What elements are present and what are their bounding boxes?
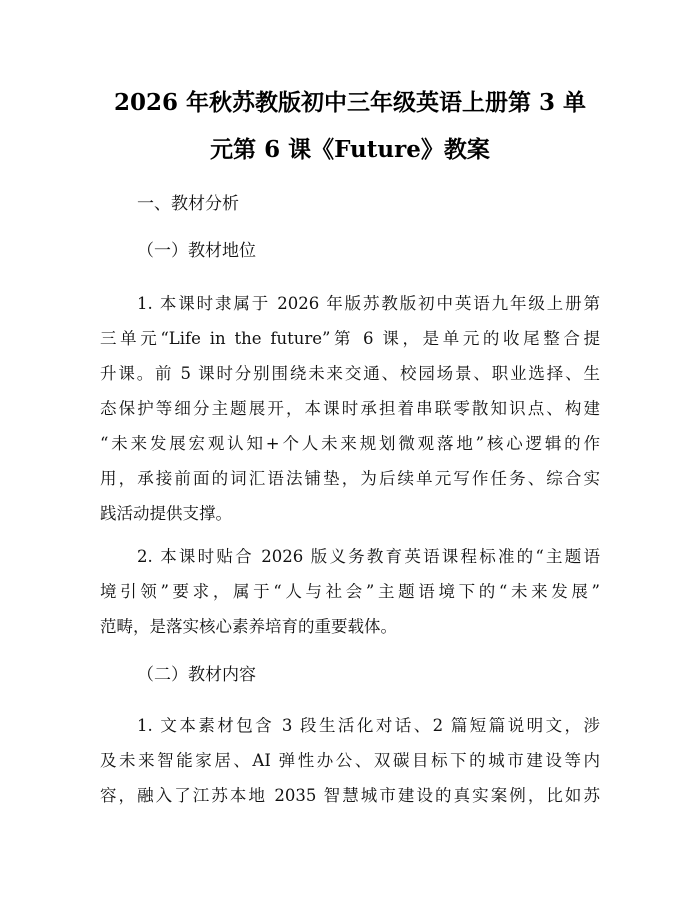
paragraph-line: “未来发展宏观认知+个人未来规划微观落地”核心逻辑的作 bbox=[100, 434, 600, 453]
paragraph-line: 态保护等细分主题展开，本课时承担着串联零散知识点、构建 bbox=[100, 399, 600, 418]
document-title-line-2: 元第 6 课《Future》教案 bbox=[210, 136, 490, 163]
paragraph-line: 境引领”要求，属于“人与社会”主题语境下的“未来发展” bbox=[100, 582, 600, 601]
paragraph-line: 1. 文本素材包含 3 段生活化对话、2 篇短篇说明文，涉 bbox=[137, 716, 600, 735]
paragraph-line: 升课。前 5 课时分别围绕未来交通、校园场景、职业选择、生 bbox=[100, 364, 600, 383]
paragraph-line: 三单元“Life in the future”第 6 课，是单元的收尾整合提 bbox=[100, 329, 600, 348]
paragraph-line: 及未来智能家居、AI 弹性办公、双碳目标下的城市建设等内 bbox=[100, 751, 600, 770]
paragraph-2 bbox=[100, 539, 600, 644]
subsection-heading-textbook-content: （二）教材内容 bbox=[137, 665, 256, 685]
paragraph-1 bbox=[100, 286, 600, 531]
section-heading-textbook-analysis: 一、教材分析 bbox=[137, 194, 239, 214]
paragraph-line: 容，融入了江苏本地 2035 智慧城市建设的真实案例，比如苏 bbox=[100, 786, 600, 805]
paragraph-line: 1. 本课时隶属于 2026 年版苏教版初中英语九年级上册第 bbox=[137, 294, 600, 313]
document-title-line-1: 2026 年秋苏教版初中三年级英语上册第 3 单 bbox=[113, 89, 587, 116]
subsection-heading-textbook-position: （一）教材地位 bbox=[137, 241, 256, 261]
paragraph-line: 践活动提供支撑。 bbox=[100, 504, 232, 523]
paragraph-line: 范畴，是落实核心素养培育的重要载体。 bbox=[100, 617, 397, 636]
paragraph-3 bbox=[100, 708, 600, 813]
paragraph-line: 用，承接前面的词汇语法铺垫，为后续单元写作任务、综合实 bbox=[100, 469, 600, 488]
paragraph-line: 2. 本课时贴合 2026 版义务教育英语课程标准的“主题语 bbox=[137, 547, 600, 566]
